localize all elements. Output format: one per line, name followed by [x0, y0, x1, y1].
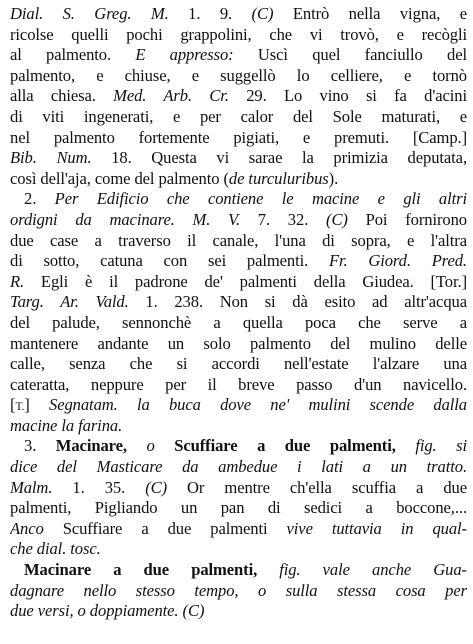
text-run: alla chiesa. — [10, 86, 114, 106]
text-run: Egli è il padrone de' palmenti della Giudea. [Tor.] — [24, 271, 467, 291]
text-line — [10, 313, 467, 334]
text-run: ricolse quelli pochi grappolini, che vi trovò, e recògli — [10, 24, 467, 44]
text-run: R. — [10, 271, 25, 291]
text-line — [10, 210, 467, 231]
text-run: 1. 9. — [168, 4, 252, 23]
text-line — [10, 169, 467, 190]
text-line — [10, 189, 467, 210]
text-line — [10, 148, 467, 169]
text-run: Entrò nella vigna, e — [273, 4, 467, 23]
text-run: Scuffiare a due palmenti, — [174, 436, 396, 456]
text-run: al palmento. — [10, 45, 136, 65]
text-run: fig. vale anche Gua- — [257, 560, 467, 580]
text-run: [ — [10, 395, 16, 415]
text-line — [10, 601, 467, 622]
text-run: 1. 35. — [52, 477, 146, 497]
text-line — [10, 231, 467, 252]
text-line — [10, 436, 467, 457]
text-run: palmenti, Pigliando un pan di sedici a boccone,... — [10, 498, 467, 518]
text-run: 3. — [24, 436, 56, 456]
text-run: ordigni da macinare. M. V. — [10, 209, 241, 229]
text-line — [10, 519, 467, 540]
text-run: Poi fornirono — [347, 209, 467, 229]
text-run: ). — [328, 168, 339, 188]
text-run: (C) — [145, 477, 168, 497]
text-run: dagnare nello stesso tempo, o sulla stessa cosa per — [10, 580, 467, 600]
text-run: Scuffiare a due palmenti — [43, 518, 287, 538]
text-run: T. — [15, 401, 25, 414]
text-run: Anco — [10, 518, 44, 538]
text-run: E appresso: — [135, 45, 234, 65]
text-run: Macinare, — [55, 436, 127, 456]
text-run: 18. Questa vi sarae la primizia deputata, — [91, 148, 467, 168]
text-run: o — [126, 436, 175, 456]
text-run: mantenere andante un solo palmento del mulino delle — [10, 333, 467, 353]
text-run: dice del Masticare da ambedue i lati a un tratto. — [10, 457, 467, 477]
text-run: calle, senza che si accordi nell'estate l'alzare una — [10, 354, 467, 374]
text-line — [10, 498, 467, 519]
text-run: Targ. Ar. Vald. — [10, 292, 129, 312]
text-run: Macinare a due palmenti, — [24, 560, 258, 580]
text-run: Malm. — [10, 477, 53, 497]
text-line — [10, 45, 467, 66]
text-run: Uscì quel fanciullo del — [233, 45, 467, 65]
text-line — [10, 560, 467, 581]
text-line — [10, 251, 467, 272]
text-run: macine la farina. — [10, 415, 123, 435]
text-run: del palude, sennonchè a quella poca che serve a — [10, 312, 467, 332]
text-line — [10, 128, 467, 149]
text-line — [10, 478, 467, 499]
text-run: (C) — [182, 601, 205, 621]
text-run: Or mentre ch'ella scuffia a due — [167, 477, 467, 497]
text-run: così dell'aja, come del palmento ( — [10, 168, 229, 188]
text-run: palmento, e chiuse, e suggellò lo celliere, e tornò — [10, 65, 467, 85]
text-run: vive tuttavia in qual- — [286, 518, 467, 538]
text-run: Bib. Num. — [10, 148, 92, 168]
text-line — [10, 416, 467, 437]
text-line — [10, 334, 467, 355]
text-run: 29. Lo vino si fa d'acini — [228, 86, 467, 106]
text-run: cateratta, neppure per il breve passo d'un navicello. — [10, 374, 467, 394]
text-line — [10, 292, 467, 313]
text-run: Med. Arb. Cr. — [113, 86, 229, 106]
text-line — [10, 457, 467, 478]
text-run: fig. si — [395, 436, 467, 456]
text-run: (C) — [326, 209, 348, 229]
text-line — [10, 395, 467, 416]
text-run: Per Edificio che contiene le macine e gli altri — [54, 189, 467, 209]
text-run: due versi, o doppiamente. — [10, 601, 179, 621]
text-run: ] — [24, 395, 49, 415]
text-run: Dial. S. Greg. M. — [10, 4, 169, 23]
text-run: 2. — [24, 189, 55, 209]
text-line — [10, 354, 467, 375]
text-line — [10, 539, 467, 560]
text-line — [10, 66, 467, 87]
text-run: di viti ingenerati, e per calor del Sole maturati, e — [10, 106, 467, 126]
text-line — [10, 107, 467, 128]
text-run: Fr. Giord. Pred. — [328, 251, 467, 271]
text-run: Segnatam. la buca dove ne' mulini scende dalla — [49, 395, 467, 415]
text-line — [10, 86, 467, 107]
text-run: (C) — [251, 4, 274, 23]
text-run: due case a traverso il canale, l'una di sopra, e l'altra — [10, 230, 467, 250]
text-run: nel palmento fortemente pigiati, e premuti. [Camp.] — [10, 127, 467, 147]
text-line — [10, 375, 467, 396]
text-line — [10, 4, 467, 25]
text-run: che dial. tosc. — [10, 539, 101, 559]
text-run: de turculuribus — [228, 168, 329, 188]
text-run: 1. 238. Non si dà esito ad altr'acqua — [128, 292, 467, 312]
text-run: di sotto, catuna con sei palmenti. — [10, 251, 329, 271]
text-line — [10, 25, 467, 46]
text-line — [10, 581, 467, 602]
text-line — [10, 272, 467, 293]
text-run: 7. 32. — [240, 209, 327, 229]
